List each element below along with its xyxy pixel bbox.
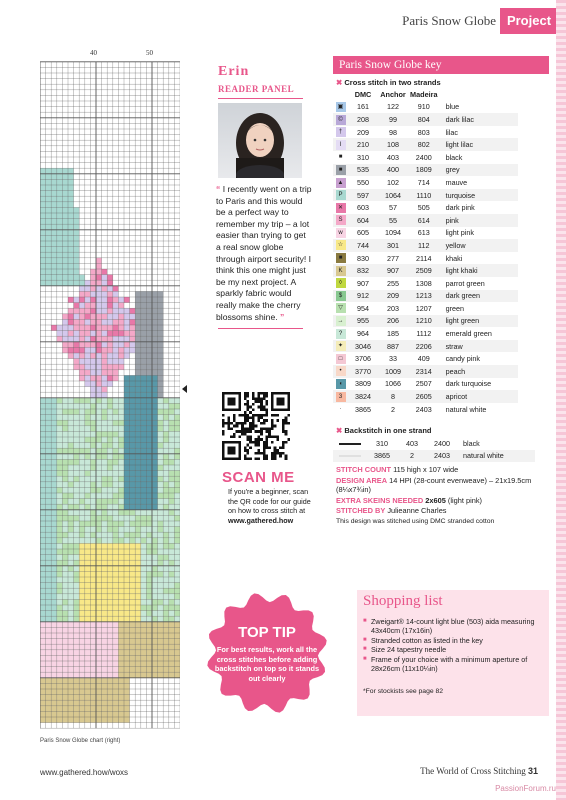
thread-name: peach	[440, 365, 518, 378]
anchor-code: 55	[378, 214, 408, 227]
stitch-count: STITCH COUNT 115 high x 107 wide	[336, 465, 459, 474]
thread-symbol-icon: □	[336, 354, 346, 364]
footer-magazine: The World of Cross Stitching 31	[420, 766, 538, 776]
list-item: ■ Frame of your choice with a minimum aperture of 28x26cm (11x10¼in)	[363, 655, 545, 674]
dmc-code: 550	[348, 176, 378, 189]
scan-me-title: SCAN ME	[222, 469, 295, 486]
key-row	[333, 365, 518, 378]
list-item: ■ Stranded cotton as listed in the key	[363, 636, 545, 645]
thread-name: light pink	[440, 227, 518, 240]
thread-symbol-icon: ?	[336, 329, 346, 339]
page-number: 31	[527, 766, 538, 776]
key-title: Paris Snow Globe key	[333, 56, 549, 74]
backstitch-table	[333, 437, 535, 462]
madeira-code: 1210	[408, 315, 440, 328]
madeira-code: 2400	[427, 437, 457, 450]
thread-symbol-icon: ■	[336, 165, 346, 175]
madeira-code: 2509	[408, 264, 440, 277]
stitched-by: STITCHED BY Julieanne Charles	[336, 506, 447, 516]
madeira-code: 112	[408, 239, 440, 252]
anchor-code: 2	[378, 403, 408, 416]
dmc-code: 830	[348, 252, 378, 265]
dmc-code: 3706	[348, 352, 378, 365]
thread-symbol-icon: ◖	[336, 379, 346, 389]
madeira-code: 505	[408, 201, 440, 214]
key-row	[333, 290, 518, 303]
madeira-code: 1213	[408, 290, 440, 303]
qr-code[interactable]	[222, 392, 290, 460]
top-tip-text: For best results, work all the cross stitches before adding backstitch on top so it stands out clearly	[214, 645, 320, 683]
reader-quote-text: I recently went on a trip to Paris and this would be a perfect way to remember my trip – a lot easier than trying to get a real snow globe through airport security! I think this one might just be my next project. A sparkly fabric would really make the cherry blossoms shine.	[216, 184, 312, 322]
thread-symbol-icon: ▣	[336, 102, 346, 112]
dmc-code: 964	[348, 327, 378, 340]
dmc-code: 597	[348, 189, 378, 202]
extra-skeins: EXTRA SKEINS NEEDED 2x605 (light pink)	[336, 495, 482, 505]
reader-photo	[218, 103, 302, 178]
thread-name: emerald green	[440, 327, 518, 340]
section-tab: Project	[500, 8, 558, 34]
chart-caption: Paris Snow Globe chart (right)	[40, 738, 121, 744]
footer-url[interactable]: www.gathered.how/woxs	[40, 768, 129, 777]
anchor-code: 403	[378, 151, 408, 164]
thread-name: light lilac	[440, 138, 518, 151]
anchor-code: 98	[378, 126, 408, 139]
pattern-stats	[336, 465, 548, 527]
thread-name: khaki	[440, 252, 518, 265]
anchor-code: 2	[397, 450, 427, 463]
madeira-code: 2605	[408, 390, 440, 403]
key-row	[333, 176, 518, 189]
list-item: ■ Size 24 tapestry needle	[363, 645, 545, 654]
dmc-code: 3770	[348, 365, 378, 378]
key-row	[333, 315, 518, 328]
scan-me-text: If you're a beginner, scan the QR code for our guide on how to cross stitch at www.gathered.how	[228, 487, 311, 525]
dmc-code: 954	[348, 302, 378, 315]
thread-name: natural white	[440, 403, 518, 416]
page-edge-strip	[556, 0, 566, 800]
thread-name: dark lilac	[440, 113, 518, 126]
dmc-code: 209	[348, 126, 378, 139]
reader-quote	[216, 184, 312, 323]
thread-name: black	[457, 437, 535, 450]
thread-symbol-icon: ▽	[336, 303, 346, 313]
dmc-code: 832	[348, 264, 378, 277]
cross-stitch-chart	[40, 60, 180, 730]
thread-name: light khaki	[440, 264, 518, 277]
quote-mark-icon: ”	[277, 311, 285, 322]
key-row	[333, 252, 518, 265]
key-row	[333, 340, 518, 353]
thread-symbol-icon: ◊	[336, 278, 346, 288]
dmc-code: 605	[348, 227, 378, 240]
key-table	[333, 88, 518, 415]
thread-symbol-icon: ✦	[336, 341, 346, 351]
madeira-code: 1112	[408, 327, 440, 340]
thread-name: dark pink	[440, 201, 518, 214]
thread-name: dark turquoise	[440, 378, 518, 391]
madeira-code: 804	[408, 113, 440, 126]
key-row	[333, 138, 518, 151]
thread-symbol-icon: †	[336, 127, 346, 137]
thread-symbol-icon: w	[336, 228, 346, 238]
dmc-code: 210	[348, 138, 378, 151]
key-row	[333, 126, 518, 139]
thread-name: light green	[440, 315, 518, 328]
anchor-code: 1009	[378, 365, 408, 378]
thread-name: black	[440, 151, 518, 164]
backstitch-line-icon	[339, 443, 361, 445]
anchor-code: 99	[378, 113, 408, 126]
dmc-code: 604	[348, 214, 378, 227]
madeira-code: 2314	[408, 365, 440, 378]
thread-symbol-icon: K	[336, 266, 346, 276]
chart-center-arrow	[182, 385, 187, 393]
key-row	[333, 189, 518, 202]
anchor-code: 1064	[378, 189, 408, 202]
key-section-cross-stitch: ✖ Cross stitch in two strands	[336, 78, 441, 87]
madeira-code: 613	[408, 227, 440, 240]
key-row	[333, 264, 518, 277]
madeira-code: 910	[408, 101, 440, 114]
anchor-code: 209	[378, 290, 408, 303]
page-section-title: Paris Snow Globe	[402, 13, 496, 28]
thread-symbol-icon: $	[336, 291, 346, 301]
thread-symbol-icon: ▲	[336, 178, 346, 188]
cross-icon: ✖	[336, 78, 343, 87]
cross-icon: ✖	[336, 426, 343, 435]
top-tip-title: TOP TIP	[238, 624, 296, 641]
key-row	[333, 352, 518, 365]
dmc-code: 3865	[348, 403, 378, 416]
thread-symbol-icon: ■	[336, 253, 346, 263]
anchor-code: 185	[378, 327, 408, 340]
dmc-code: 161	[348, 101, 378, 114]
thread-name: grey	[440, 164, 518, 177]
key-header-dmc: DMC	[354, 89, 372, 99]
key-row	[333, 378, 518, 391]
key-row	[333, 403, 518, 416]
key-row	[333, 214, 518, 227]
thread-name: blue	[440, 101, 518, 114]
key-row	[333, 239, 518, 252]
thread-name: straw	[440, 340, 518, 353]
key-row	[333, 164, 518, 177]
thread-name: candy pink	[440, 352, 518, 365]
anchor-code: 1066	[378, 378, 408, 391]
chart-column-label-40: 40	[90, 49, 97, 57]
dmc-code: 310	[348, 151, 378, 164]
key-row	[333, 101, 518, 114]
reader-name: Erin	[218, 64, 250, 79]
dmc-code: 955	[348, 315, 378, 328]
key-row	[333, 302, 518, 315]
quote-mark-icon: “	[216, 184, 223, 194]
madeira-code: 614	[408, 214, 440, 227]
dmc-code: 907	[348, 277, 378, 290]
thread-symbol-icon: ✕	[336, 203, 346, 213]
thread-symbol-icon: S	[336, 215, 346, 225]
thread-symbol-icon: →	[337, 318, 344, 325]
madeira-code: 1308	[408, 277, 440, 290]
dmc-code: 310	[367, 437, 397, 450]
dmc-code: 535	[348, 164, 378, 177]
anchor-code: 907	[378, 264, 408, 277]
thread-symbol-icon: •	[336, 366, 346, 376]
key-row	[333, 201, 518, 214]
madeira-code: 1809	[408, 164, 440, 177]
thread-note: This design was stitched using DMC stranded cotton	[336, 517, 495, 525]
dmc-code: 208	[348, 113, 378, 126]
anchor-code: 1094	[378, 227, 408, 240]
gathered-link[interactable]: www.gathered.how	[228, 515, 294, 525]
key-row	[333, 151, 518, 164]
chart-column-label-50: 50	[146, 49, 153, 57]
madeira-code: 2206	[408, 340, 440, 353]
anchor-code: 277	[378, 252, 408, 265]
thread-name: parrot green	[440, 277, 518, 290]
dmc-code: 3865	[367, 450, 397, 463]
anchor-code: 255	[378, 277, 408, 290]
backstitch-line-icon	[339, 455, 361, 457]
thread-symbol-icon: ☆	[336, 240, 346, 250]
madeira-code: 714	[408, 176, 440, 189]
key-row	[333, 277, 518, 290]
thread-symbol-icon: ©	[336, 115, 346, 125]
anchor-code: 122	[378, 101, 408, 114]
madeira-code: 2114	[408, 252, 440, 265]
thread-name: dark green	[440, 290, 518, 303]
madeira-code: 1110	[408, 189, 440, 202]
design-area: DESIGN AREA 14 HPI (28-count evenweave) – 21x19.5cm (8¼x7¾in)	[336, 475, 532, 494]
shopping-list-title: Shopping list	[363, 593, 443, 609]
thread-name: green	[440, 302, 518, 315]
chart-grid	[40, 60, 180, 730]
thread-symbol-icon: P	[336, 190, 346, 200]
dmc-code: 3046	[348, 340, 378, 353]
dmc-code: 912	[348, 290, 378, 303]
stockists-note: *For stockists see page 82	[363, 688, 444, 695]
thread-name: lilac	[440, 126, 518, 139]
anchor-code: 8	[378, 390, 408, 403]
anchor-code: 403	[397, 437, 427, 450]
madeira-code: 2507	[408, 378, 440, 391]
thread-name: pink	[440, 214, 518, 227]
key-header-anchor: Anchor	[380, 89, 406, 99]
thread-name: yellow	[440, 239, 518, 252]
reader-panel-label: READER PANEL	[218, 84, 295, 94]
thread-name: apricot	[440, 390, 518, 403]
divider	[218, 98, 303, 99]
thread-symbol-icon: ■	[336, 152, 346, 162]
divider	[218, 328, 303, 329]
thread-name: mauve	[440, 176, 518, 189]
dmc-code: 3824	[348, 390, 378, 403]
thread-name: turquoise	[440, 189, 518, 202]
key-section-backstitch: ✖ Backstitch in one strand	[336, 426, 432, 435]
anchor-code: 206	[378, 315, 408, 328]
madeira-code: 2400	[408, 151, 440, 164]
anchor-code: 203	[378, 302, 408, 315]
thread-symbol-icon: ·	[336, 404, 346, 414]
key-row	[333, 327, 518, 340]
anchor-code: 33	[378, 352, 408, 365]
key-row	[333, 113, 518, 126]
anchor-code: 102	[378, 176, 408, 189]
dmc-code: 603	[348, 201, 378, 214]
dmc-code: 3809	[348, 378, 378, 391]
watermark: PassionForum.ru	[495, 784, 556, 793]
madeira-code: 803	[408, 126, 440, 139]
key-row	[333, 227, 518, 240]
anchor-code: 301	[378, 239, 408, 252]
anchor-code: 108	[378, 138, 408, 151]
shopping-list	[363, 617, 545, 673]
madeira-code: 802	[408, 138, 440, 151]
key-row	[333, 390, 518, 403]
madeira-code: 1207	[408, 302, 440, 315]
thread-name: natural white	[457, 450, 535, 463]
madeira-code: 409	[408, 352, 440, 365]
backstitch-row	[333, 450, 535, 463]
key-header-madeira: Madeira	[410, 89, 438, 99]
thread-symbol-icon: I	[336, 140, 346, 150]
anchor-code: 887	[378, 340, 408, 353]
dmc-code: 744	[348, 239, 378, 252]
madeira-code: 2403	[408, 403, 440, 416]
list-item: ■ Zweigart® 14-count light blue (503) aida measuring 43x40cm (17x16in)	[363, 617, 545, 636]
thread-symbol-icon: 3	[336, 392, 346, 402]
anchor-code: 57	[378, 201, 408, 214]
madeira-code: 2403	[427, 450, 457, 463]
backstitch-row	[333, 437, 535, 450]
anchor-code: 400	[378, 164, 408, 177]
